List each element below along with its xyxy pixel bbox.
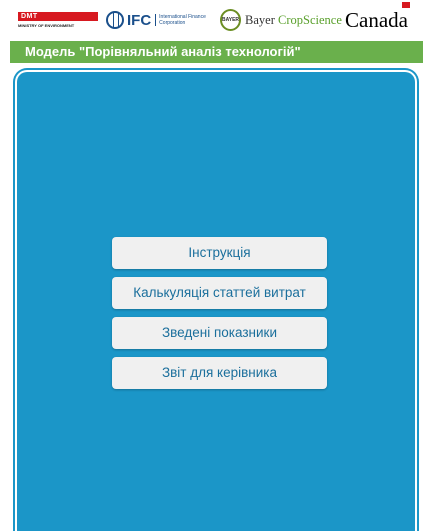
instruction-button[interactable]: Інструкція bbox=[112, 237, 327, 269]
bayer-logo bbox=[220, 8, 340, 32]
manager-report-button[interactable]: Звіт для керівника bbox=[112, 357, 327, 389]
cost-calculation-button[interactable]: Калькуляція статтей витрат bbox=[112, 277, 327, 309]
canada-logo-text bbox=[345, 8, 408, 33]
ifc-logo-subtext: International Finance Corporation bbox=[155, 14, 209, 26]
ifc-logo-text: IFC bbox=[127, 11, 152, 29]
ifc-logo bbox=[106, 8, 218, 32]
canada-logo bbox=[345, 8, 425, 32]
bayer-brand: Bayer bbox=[245, 12, 275, 27]
bayer-logo-text bbox=[245, 13, 342, 28]
dmt-logo-subtext: MINISTRY OF ENVIRONMENT bbox=[18, 23, 75, 28]
page-title: Модель "Порівняльний аналіз технологій" bbox=[10, 41, 423, 63]
dmt-logo bbox=[18, 8, 100, 32]
dmt-logo-text: DMT bbox=[18, 12, 98, 21]
bayer-cross-icon: BAYER bbox=[220, 9, 241, 31]
sponsor-logos bbox=[0, 0, 433, 40]
main-panel bbox=[17, 72, 415, 531]
canada-wordmark: Canada bbox=[345, 7, 408, 32]
summary-indicators-button[interactable]: Зведені показники bbox=[112, 317, 327, 349]
bayer-product: CropScience bbox=[278, 12, 342, 27]
flag-icon bbox=[402, 2, 410, 8]
main-menu bbox=[112, 237, 327, 389]
globe-icon bbox=[106, 11, 124, 29]
